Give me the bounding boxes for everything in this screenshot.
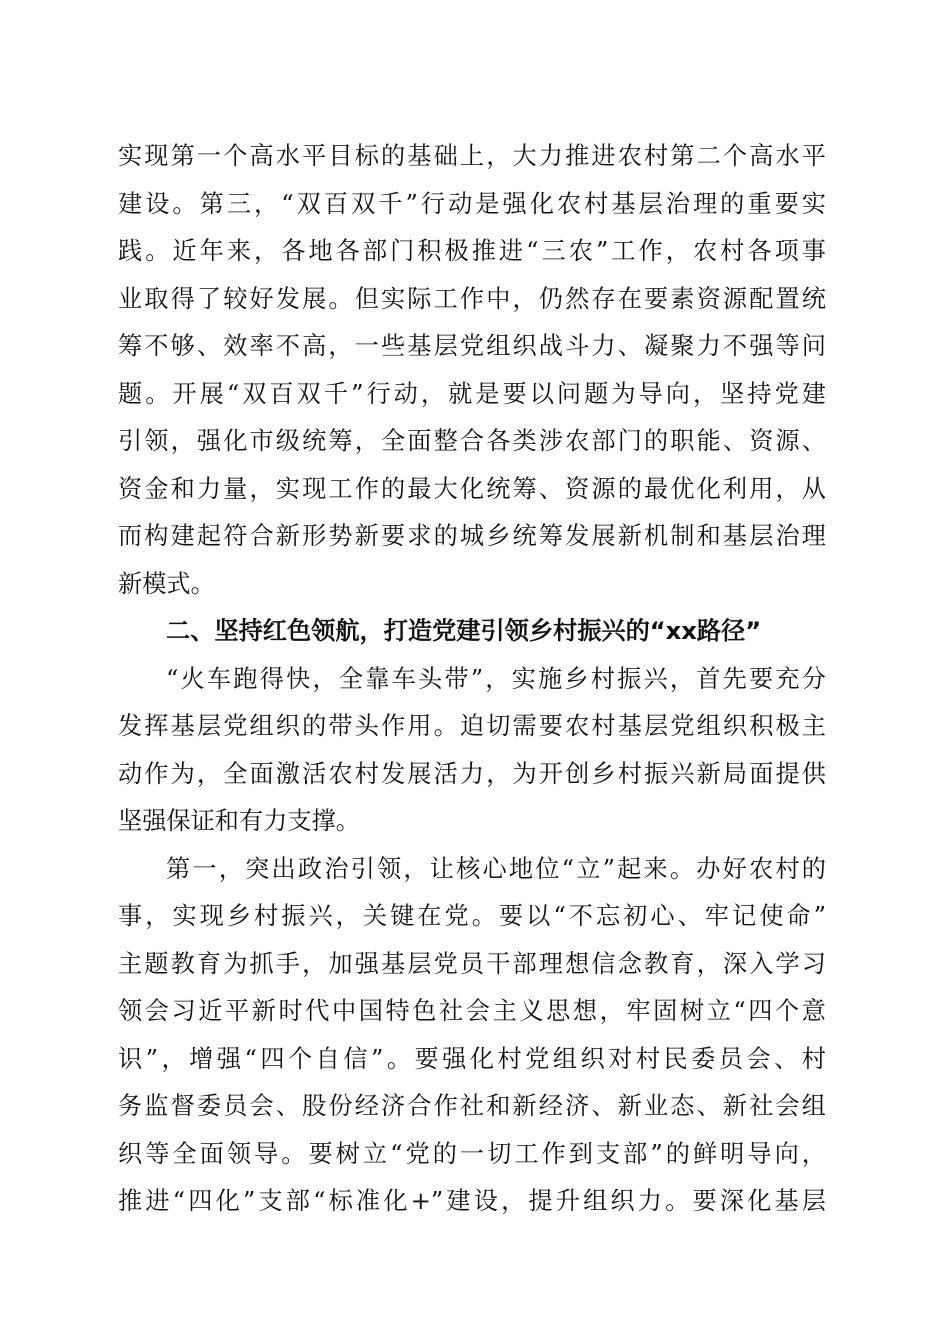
text-line: 织等全面领导。要树立“党的一切工作到支部”的鲜明导向， bbox=[118, 1139, 826, 1168]
text-line: 资金和力量，实现工作的最大化统筹、资源的最优化利用，从 bbox=[118, 474, 826, 503]
text-line: 推进“四化”支部“标准化+”建设，提升组织力。要深化基层 bbox=[118, 1187, 826, 1215]
text-line: “火车跑得快，全靠车头带”，实施乡村振兴，首先要充分 bbox=[166, 664, 826, 693]
text-line: 筹不够、效率不高，一些基层党组织战斗力、凝聚力不强等问 bbox=[118, 332, 826, 360]
text-line: 动作为，全面激活农村发展活力，为开创乡村振兴新局面提供 bbox=[118, 759, 826, 788]
text-line: 而构建起符合新形势新要求的城乡统筹发展新机制和基层治理 bbox=[118, 522, 826, 550]
text-line: 践。近年来，各地各部门积极推进“三农”工作，农村各项事 bbox=[118, 237, 826, 265]
section-heading: 二、坚持红色领航，打造党建引领乡村振兴的“xx路径” bbox=[166, 617, 762, 645]
text-line: 主题教育为抓手，加强基层党员干部理想信念教育，深入学习 bbox=[118, 949, 826, 978]
text-line: 识”，增强“四个自信”。要强化村党组织对村民委员会、村 bbox=[118, 1044, 826, 1073]
text-line: 领会习近平新时代中国特色社会主义思想，牢固树立“四个意 bbox=[118, 997, 826, 1025]
text-line: 务监督委员会、股份经济合作社和新经济、新业态、新社会组 bbox=[118, 1092, 826, 1120]
text-line: 新模式。 bbox=[118, 569, 215, 598]
text-line: 实现第一个高水平目标的基础上，大力推进农村第二个高水平 bbox=[118, 142, 826, 170]
text-line: 事，实现乡村振兴，关键在党。要以“不忘初心、牢记使命” bbox=[118, 902, 826, 930]
document-body bbox=[118, 133, 826, 1226]
text-line: 发挥基层党组织的带头作用。迫切需要农村基层党组织积极主 bbox=[118, 712, 826, 740]
text-line: 建设。第三，“双百双千”行动是强化农村基层治理的重要实 bbox=[118, 189, 826, 218]
text-line: 坚强保证和有力支撑。 bbox=[118, 807, 360, 835]
text-line: 引领，强化市级统筹，全面整合各类涉农部门的职能、资源、 bbox=[118, 427, 826, 455]
text-line: 题。开展“双百双千”行动，就是要以问题为导向，坚持党建 bbox=[118, 379, 826, 408]
text-line: 业取得了较好发展。但实际工作中，仍然存在要素资源配置统 bbox=[118, 284, 826, 313]
text-line: 第一，突出政治引领，让核心地位“立”起来。办好农村的 bbox=[166, 854, 826, 883]
